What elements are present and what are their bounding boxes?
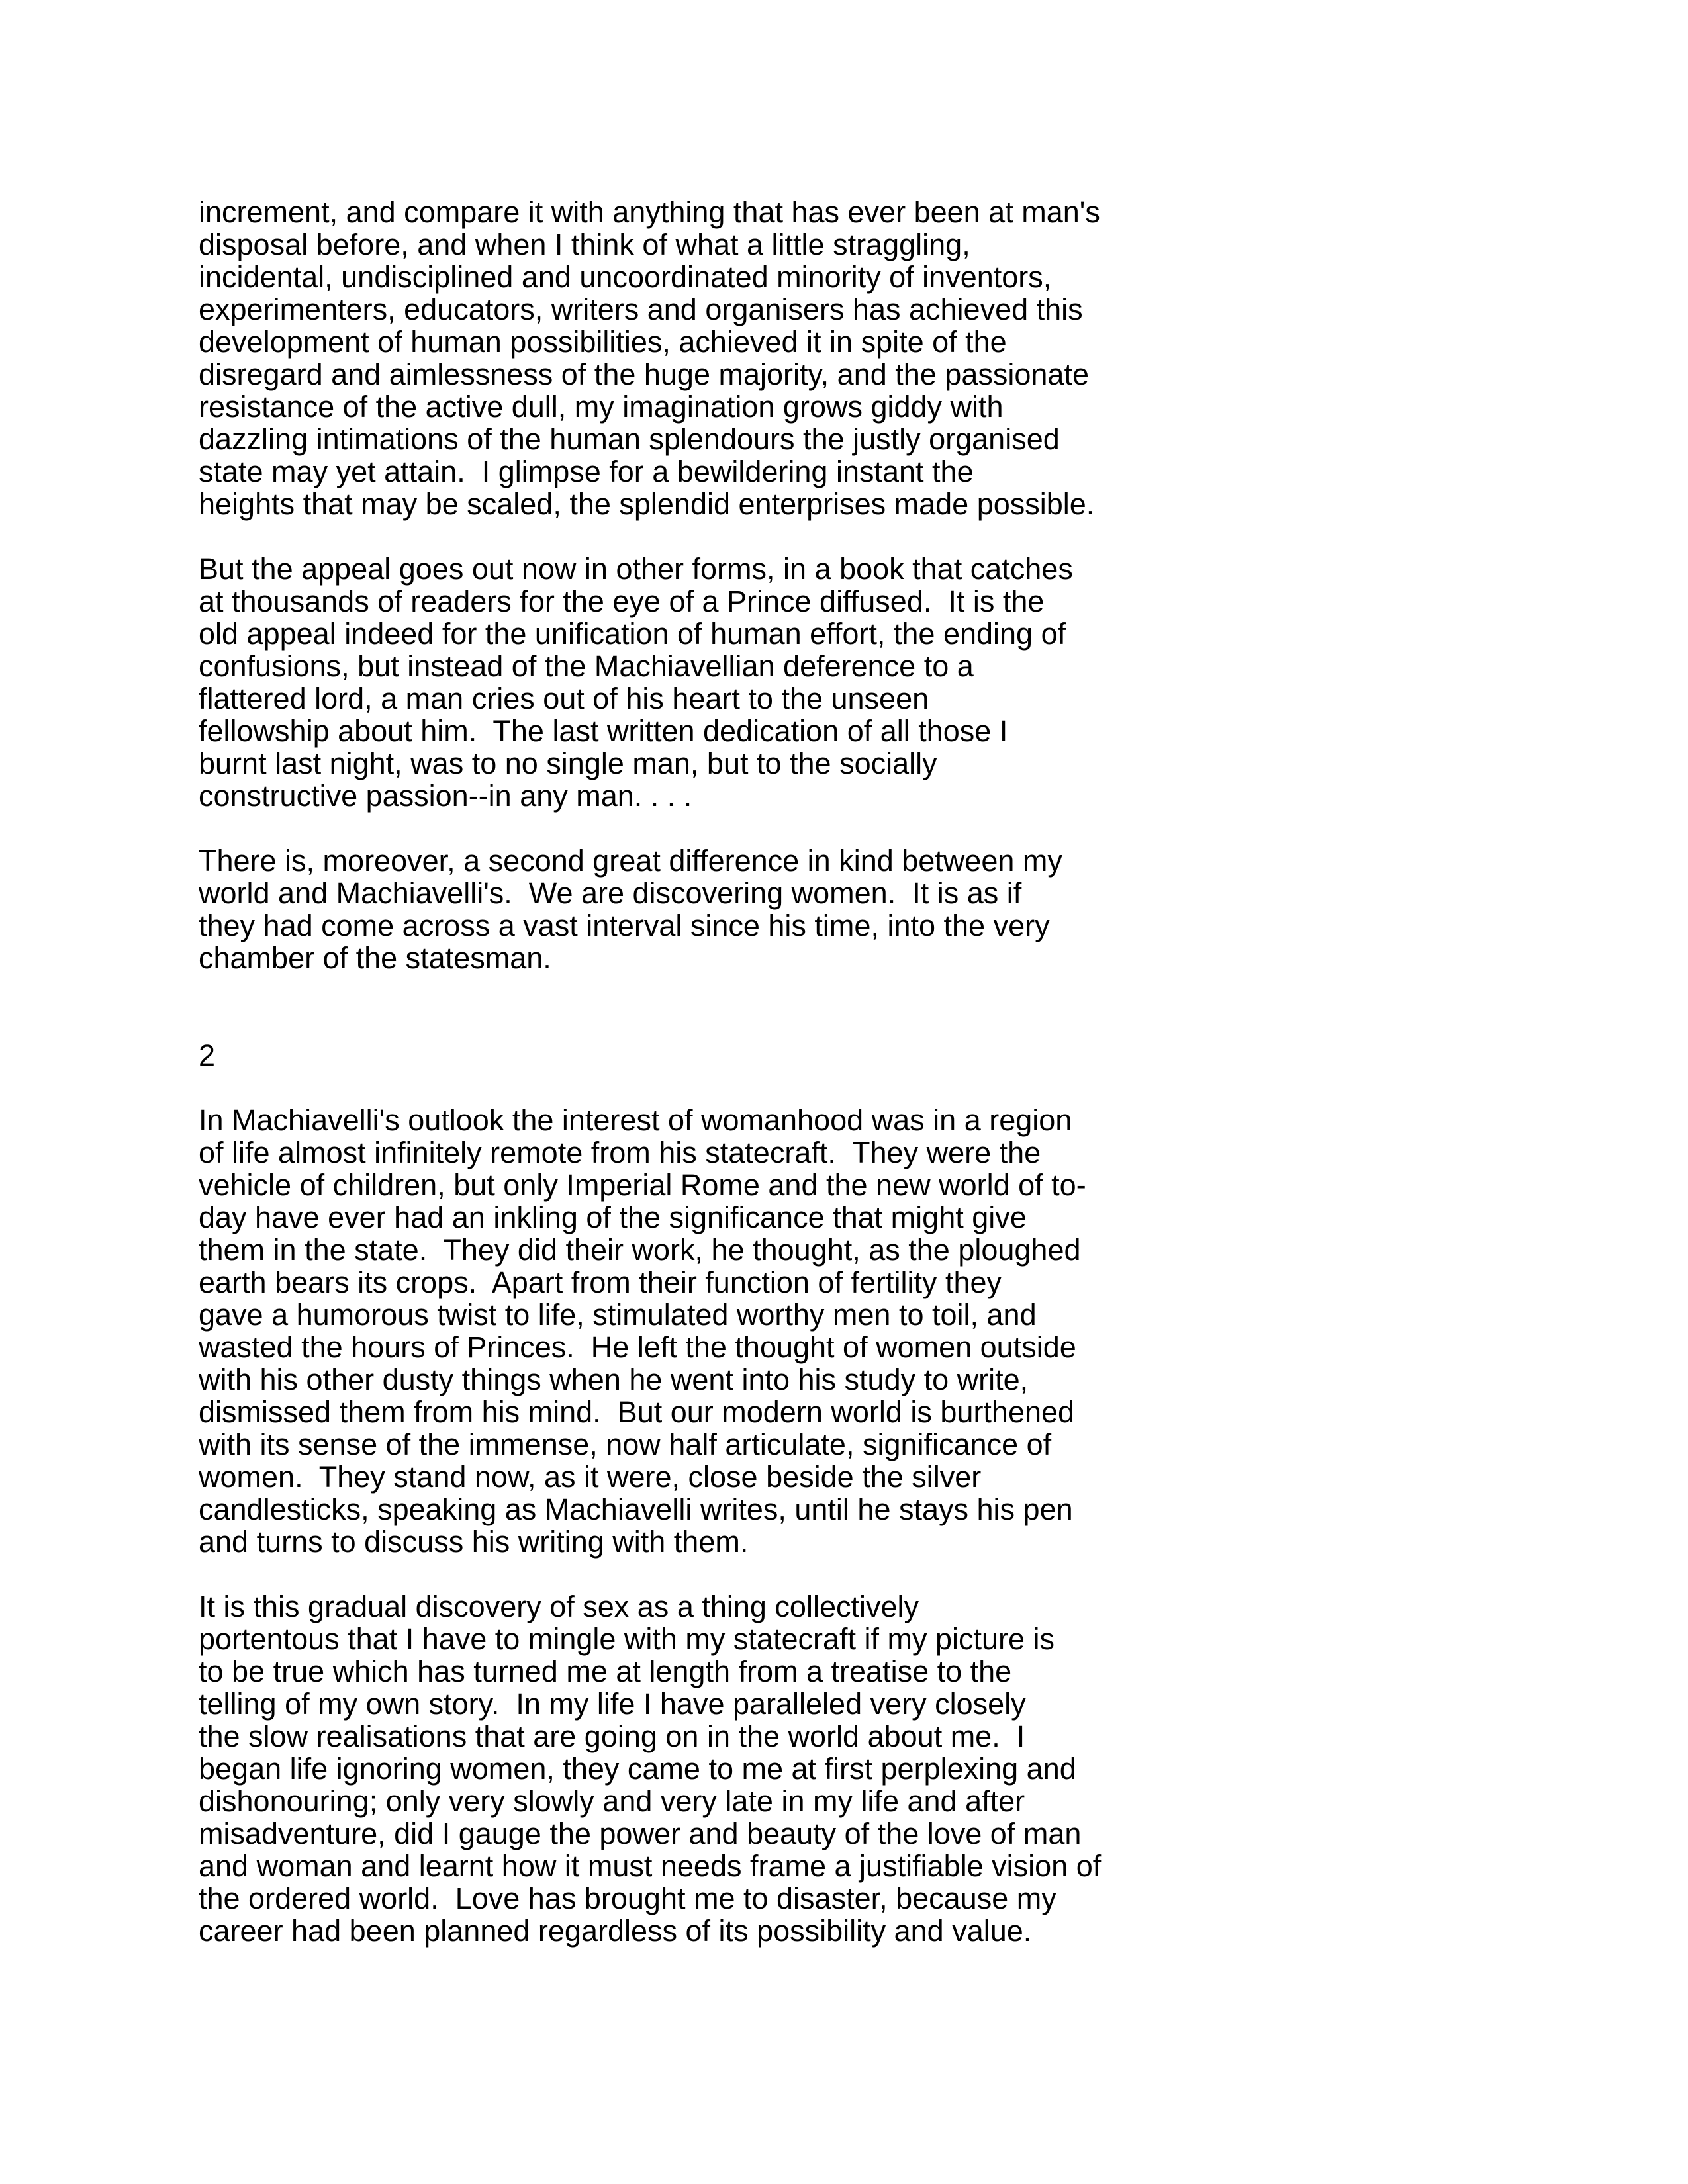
text-line: But the appeal goes out now in other forms, in a book that catches — [199, 552, 1073, 586]
text-line: the ordered world. Love has brought me to disaster, because my — [199, 1882, 1056, 1915]
paragraph-2 — [199, 553, 1523, 812]
text-line: gave a humorous twist to life, stimulated worthy men to toil, and — [199, 1298, 1037, 1332]
text-line: misadventure, did I gauge the power and beauty of the love of man — [199, 1817, 1082, 1850]
text-line: career had been planned regardless of its possibility and value. — [199, 1914, 1032, 1948]
text-line: and woman and learnt how it must needs frame a justifiable vision of — [199, 1849, 1102, 1883]
text-line: state may yet attain. I glimpse for a bewildering instant the — [199, 455, 974, 488]
paragraph-4 — [199, 1104, 1523, 1558]
section-number: 2 — [199, 1038, 216, 1072]
text-line: constructive passion--in any man. . . . — [199, 779, 692, 813]
text-line: In Machiavelli's outlook the interest of womanhood was in a region — [199, 1103, 1072, 1137]
text-line: burnt last night, was to no single man, but to the socially — [199, 747, 937, 780]
text-line: experimenters, educators, writers and organisers has achieved this — [199, 293, 1083, 326]
text-line: dismissed them from his mind. But our modern world is burthened — [199, 1395, 1075, 1429]
text-line: the slow realisations that are going on in the world about me. I — [199, 1719, 1025, 1753]
text-line: dazzling intimations of the human splendours the justly organised — [199, 422, 1060, 456]
text-line: resistance of the active dull, my imagination grows giddy with — [199, 390, 1004, 424]
text-line: telling of my own story. In my life I have paralleled very closely — [199, 1687, 1026, 1721]
text-line: with its sense of the immense, now half articulate, significance of — [199, 1428, 1052, 1461]
text-line: disregard and aimlessness of the huge majority, and the passionate — [199, 357, 1089, 391]
text-line: candlesticks, speaking as Machiavelli writes, until he stays his pen — [199, 1492, 1073, 1526]
text-line: began life ignoring women, they came to me at first perplexing and — [199, 1752, 1076, 1786]
paragraph-5 — [199, 1590, 1523, 1947]
text-line: they had come across a vast interval since his time, into the very — [199, 909, 1050, 942]
text-line: incidental, undisciplined and uncoordinated minority of inventors, — [199, 260, 1052, 294]
text-line: women. They stand now, as it were, close beside the silver — [199, 1460, 982, 1494]
text-line: disposal before, and when I think of what a little straggling, — [199, 228, 970, 261]
text-line: portentous that I have to mingle with my statecraft if my picture is — [199, 1622, 1055, 1656]
text-line: vehicle of children, but only Imperial Rome and the new world of to- — [199, 1168, 1086, 1202]
text-line: increment, and compare it with anything that has ever been at man's — [199, 195, 1100, 229]
text-line: world and Machiavelli's. We are discovering women. It is as if — [199, 876, 1022, 910]
text-line: fellowship about him. The last written dedication of all those I — [199, 714, 1008, 748]
text-line: development of human possibilities, achieved it in spite of the — [199, 325, 1007, 359]
text-line: heights that may be scaled, the splendid enterprises made possible. — [199, 487, 1095, 521]
text-line: day have ever had an inkling of the significance that might give — [199, 1201, 1027, 1234]
text-line: old appeal indeed for the unification of human effort, the ending of — [199, 617, 1066, 651]
text-line: them in the state. They did their work, he thought, as the ploughed — [199, 1233, 1081, 1267]
text-line: chamber of the statesman. — [199, 941, 551, 975]
body-text — [199, 196, 1523, 1979]
text-line: flattered lord, a man cries out of his heart to the unseen — [199, 682, 929, 715]
paragraph-1 — [199, 196, 1523, 520]
text-line: at thousands of readers for the eye of a Prince diffused. It is the — [199, 584, 1045, 618]
text-line: to be true which has turned me at length from a treatise to the — [199, 1655, 1012, 1688]
text-line: earth bears its crops. Apart from their function of fertility they — [199, 1265, 1002, 1299]
text-line: dishonouring; only very slowly and very late in my life and after — [199, 1784, 1025, 1818]
text-line: confusions, but instead of the Machiavellian deference to a — [199, 649, 974, 683]
text-line: There is, moreover, a second great difference in kind between my — [199, 844, 1062, 878]
text-line: It is this gradual discovery of sex as a thing collectively — [199, 1590, 919, 1623]
text-line: and turns to discuss his writing with them. — [199, 1525, 749, 1559]
text-line: of life almost infinitely remote from his statecraft. They were the — [199, 1136, 1041, 1169]
text-line: with his other dusty things when he went into his study to write, — [199, 1363, 1029, 1396]
text-line: wasted the hours of Princes. He left the thought of women outside — [199, 1330, 1076, 1364]
paragraph-3 — [199, 844, 1523, 974]
